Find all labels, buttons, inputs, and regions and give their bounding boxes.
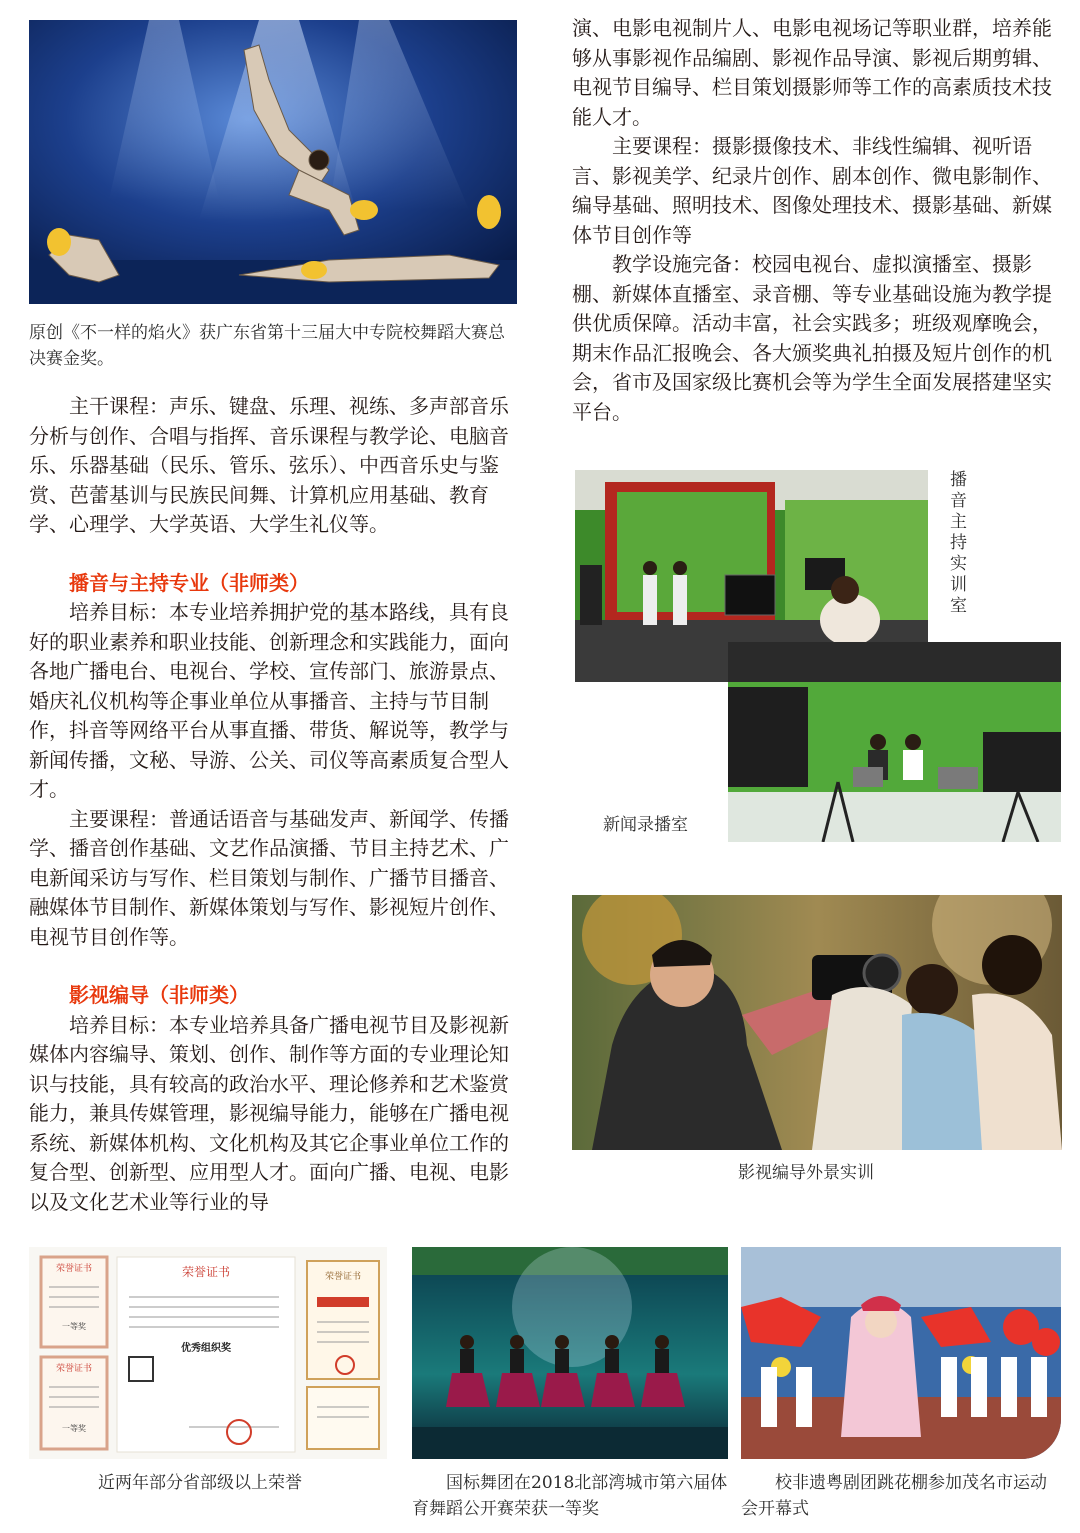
left-text-column bbox=[29, 392, 519, 1217]
opera-troupe-photo bbox=[741, 1247, 1061, 1459]
certificate-small-title-1: 荣誉证书 bbox=[55, 1264, 92, 1274]
certificate-small-prize-1: 一等奖 bbox=[62, 1322, 86, 1331]
certificate-small-prize-2: 一等奖 bbox=[62, 1424, 86, 1433]
outdoor-shooting-photo bbox=[572, 895, 1062, 1150]
broadcast-goal-paragraph: 培养目标：本专业培养拥护党的基本路线，具有良好的职业素养和职业技能、创新理念和实践能力，面向各地广播电台、电视台、学校、宣传部门、旅游景点、婚庆礼仪机构等企事业单位从事播音、主持与节目制作，抖音等网络平台从事直播、带货、解说等，教学与新闻传播，文秘、导游、公关、司仪等高素质复合型人才。 bbox=[29, 600, 509, 801]
certificate-big-title: 荣誉证书 bbox=[181, 1265, 230, 1279]
film-facilities-paragraph: 教学设施完备：校园电视台、虚拟演播室、摄影棚、新媒体直播室、录音棚、等专业基础设施为教学提供优质保障。活动丰富，社会实践多；班级观摩晚会，期末作品汇报晚会、各大颁奖典礼拍摄及短片创作的机会，省市及国家级比赛机会等为学生全面发展搭建坚实平台。 bbox=[572, 252, 1052, 424]
ballroom-caption: 国标舞团在2018北部湾城市第六届体育舞蹈公开赛荣获一等奖 bbox=[412, 1473, 728, 1519]
certificate-small-title-2: 荣誉证书 bbox=[55, 1364, 92, 1374]
certificate-big-award: 优秀组织奖 bbox=[181, 1343, 231, 1354]
right-text-column bbox=[572, 14, 1062, 427]
broadcast-courses-paragraph: 主要课程：普通话语音与基础发声、新闻学、传播学、播音创作基础、文艺作品演播、节目主持艺术、广电新闻采访与写作、栏目策划与制作、广播节目播音、融媒体节目制作、新媒体策划与写作、影视短片创作、电视节目创作等。 bbox=[29, 806, 509, 949]
certificate-right-title: 荣誉证书 bbox=[324, 1272, 361, 1282]
newsroom-caption: 新闻录播室 bbox=[603, 815, 688, 835]
film-goal-paragraph: 培养目标：本专业培养具备广播电视节目及影视新媒体内容编导、策划、创作、制作等方面的专业理论知识与技能，具有较高的政治水平、理论修养和艺术鉴赏能力，兼具传媒管理，影视编导能力，能够在广播电视系统、新媒体机构、文化机构及其它企事业单位工作的复合型、创新型、应用型人才。面向广播、电视、电影以及文化艺术业等行业的导 bbox=[29, 1012, 509, 1214]
studio-caption: 播音主持实训室 bbox=[946, 470, 966, 617]
ballroom-dance-photo bbox=[412, 1247, 728, 1459]
dance-performance-photo bbox=[29, 20, 517, 304]
music-courses-paragraph: 主干课程：声乐、键盘、乐理、视练、多声部音乐分析与创作、合唱与指挥、音乐课程与教学论、电脑音乐、乐器基础（民乐、管乐、弦乐）、中西音乐史与鉴赏、芭蕾基训与民族民间舞、计算机应用基础、教育学、心理学、大学英语、大学生礼仪等。 bbox=[29, 394, 509, 536]
newsroom-photo bbox=[728, 642, 1061, 842]
dance-photo-caption: 原创《不一样的焰火》获广东省第十三届大中专院校舞蹈大赛总决赛金奖。 bbox=[29, 323, 505, 369]
film-major-heading: 影视编导（非师类） bbox=[69, 983, 249, 1007]
film-courses-paragraph: 主要课程：摄影摄像技术、非线性编辑、视听语言、影视美学、纪录片创作、剧本创作、微电影制作、编导基础、照明技术、图像处理技术、摄影基础、新媒体节目创作等 bbox=[572, 134, 1052, 247]
broadcast-major-heading: 播音与主持专业（非师类） bbox=[69, 570, 309, 595]
honors-caption: 近两年部分省部级以上荣誉 bbox=[98, 1473, 302, 1493]
opera-caption: 校非遗粤剧团跳花棚参加茂名市运动会开幕式 bbox=[741, 1473, 1047, 1519]
outdoor-caption: 影视编导外景实训 bbox=[738, 1163, 874, 1183]
film-goal-continued: 演、电影电视制片人、电影电视场记等职业群，培养能够从事影视作品编剧、影视作品导演、影视后期剪辑、电视节目编导、栏目策划摄影师等工作的高素质技术技能人才。 bbox=[572, 16, 1052, 129]
honors-certificates-photo bbox=[29, 1247, 387, 1459]
